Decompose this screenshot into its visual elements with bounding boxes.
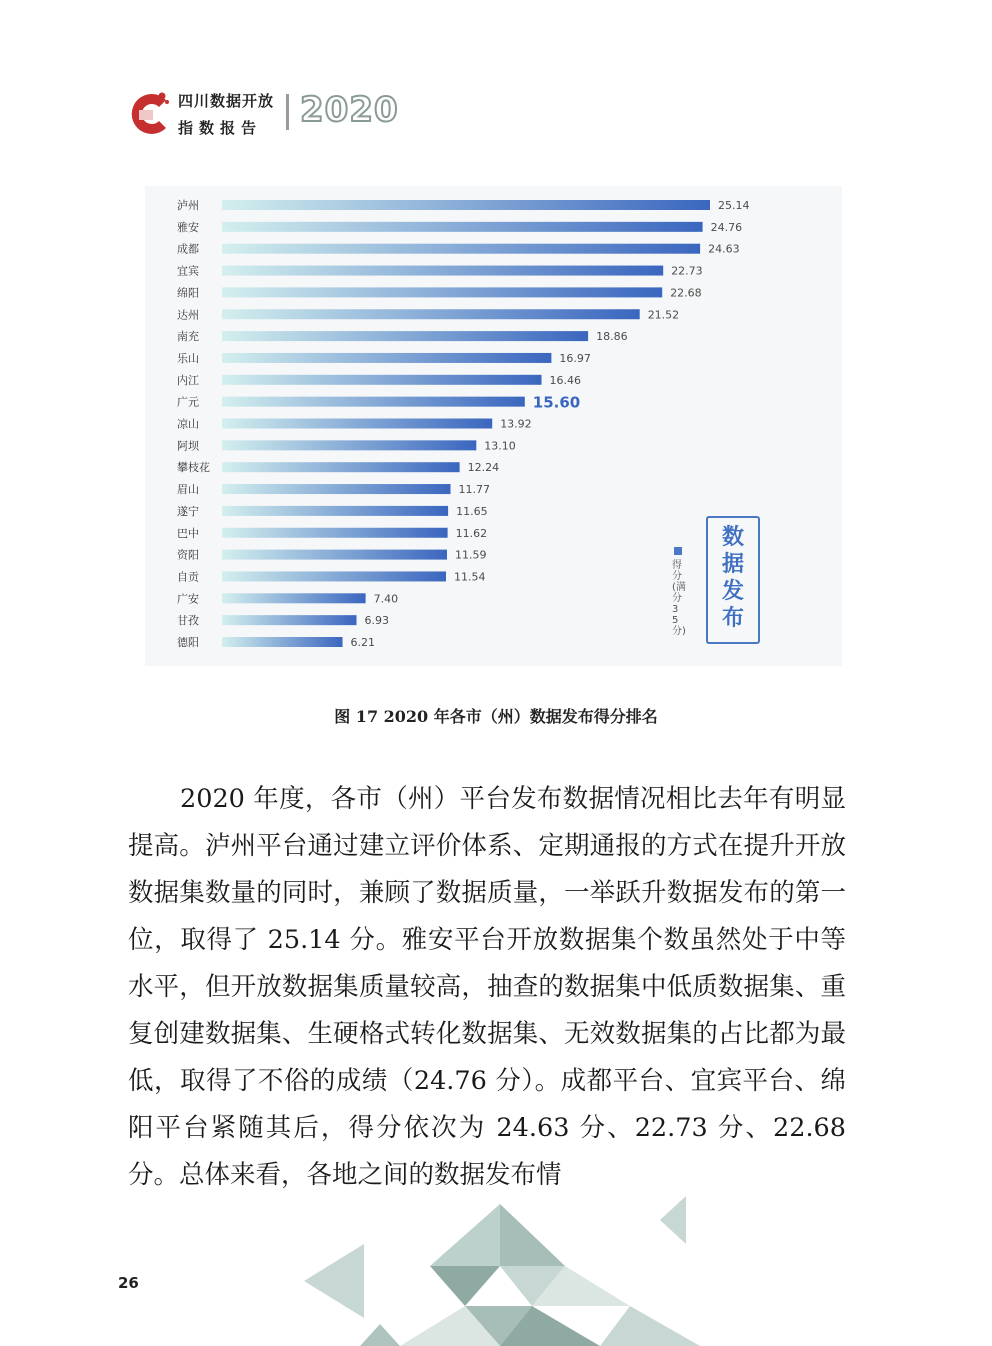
value-label: 15.60 [532, 393, 581, 412]
bar [222, 550, 447, 560]
category-label: 遂宁 [177, 504, 199, 518]
value-label: 13.92 [500, 417, 532, 431]
value-label: 7.40 [373, 592, 399, 606]
value-label: 13.10 [484, 439, 516, 453]
category-label: 绵阳 [177, 286, 199, 300]
category-label: 广安 [177, 592, 199, 606]
value-label: 16.97 [559, 351, 591, 365]
bar [222, 331, 588, 341]
category-label: 资阳 [177, 548, 199, 562]
legend-entry: 得分(满分35分) [672, 560, 686, 637]
category-label: 德阳 [177, 636, 199, 649]
bar [222, 375, 542, 385]
value-label: 11.65 [456, 504, 488, 518]
value-label: 21.52 [647, 308, 680, 322]
category-label: 南充 [177, 330, 199, 344]
header-divider [286, 94, 289, 130]
value-label: 25.14 [718, 199, 750, 212]
value-label: 22.68 [670, 286, 702, 300]
bar [222, 266, 663, 276]
category-label: 凉山 [177, 417, 199, 431]
value-label: 11.62 [455, 526, 488, 540]
category-label: 巴中 [177, 526, 199, 540]
bar [222, 244, 700, 254]
category-label: 攀枝花 [177, 461, 210, 475]
category-label: 泸州 [177, 199, 199, 212]
bar [222, 287, 662, 297]
category-label: 眉山 [177, 483, 199, 497]
category-label: 宜宾 [177, 264, 199, 278]
bar [222, 484, 451, 494]
value-label: 18.86 [596, 330, 628, 344]
report-logo-icon [126, 88, 172, 138]
value-label: 24.76 [710, 220, 743, 234]
header-title-line2: 指数报告 [178, 119, 263, 137]
body-paragraph: 2020 年度，各市（州）平台发布数据情况相比去年有明显提高。泸州平台通过建立评价体系、定期通报的方式在提升开放数据集数量的同时，兼顾了数据质量，一举跃升数据发布的第一位，取得了 25.14 分。雅安平台开放数据集个数虽然处于中等水平，但开放数据集质量较高，抽查的数据集中低质数据集、重复创建数据集、生硬格式转化数据集、无效数据集的占比都为最低，取得了不俗的成绩（24.76 分）。成都平台、宜宾平台、绵阳平台紧随其后，得分依次为 24.63 分、22.73 分、22.68 分。总体来看，各地之间的数据发布情 [128, 784, 846, 1190]
category-label: 内江 [177, 373, 199, 387]
legend-title: 数据发布 [721, 525, 744, 631]
figure-caption: 图 17 2020 年各市（州）数据发布得分排名 [334, 707, 658, 726]
value-label: 24.63 [708, 242, 740, 256]
bar [222, 637, 343, 647]
value-label: 11.54 [454, 570, 486, 584]
value-label: 22.73 [671, 264, 703, 278]
category-label: 阿坝 [177, 439, 199, 453]
bar [222, 309, 640, 319]
header-year: 2020 [300, 90, 399, 130]
bar [222, 397, 525, 407]
legend-swatch [674, 547, 682, 555]
category-label: 成都 [177, 242, 199, 256]
bar [222, 593, 366, 603]
bar [222, 222, 703, 232]
bar [222, 419, 492, 429]
category-label: 达州 [177, 308, 199, 322]
value-label: 6.93 [364, 614, 389, 628]
category-label: 自贡 [177, 570, 199, 584]
category-label: 雅安 [177, 220, 199, 234]
value-label: 16.46 [549, 373, 581, 387]
bar-chart-panel [145, 186, 842, 666]
bar [222, 571, 446, 581]
category-label: 乐山 [177, 351, 199, 365]
bar [222, 353, 551, 363]
category-label: 甘孜 [177, 614, 199, 628]
value-label: 6.21 [350, 636, 375, 649]
page-number: 26 [118, 1274, 139, 1292]
bar [222, 440, 476, 450]
bar [222, 506, 448, 516]
header-title-line1: 四川数据开放 [178, 92, 275, 110]
report-header [126, 86, 426, 142]
bar [222, 462, 460, 472]
bar [222, 528, 448, 538]
bar [222, 200, 710, 210]
value-label: 12.24 [467, 461, 500, 475]
value-label: 11.77 [458, 483, 490, 497]
decorative-triangles [300, 1196, 700, 1346]
bar [222, 615, 357, 625]
category-label: 广元 [177, 395, 199, 409]
value-label: 11.59 [455, 548, 487, 562]
